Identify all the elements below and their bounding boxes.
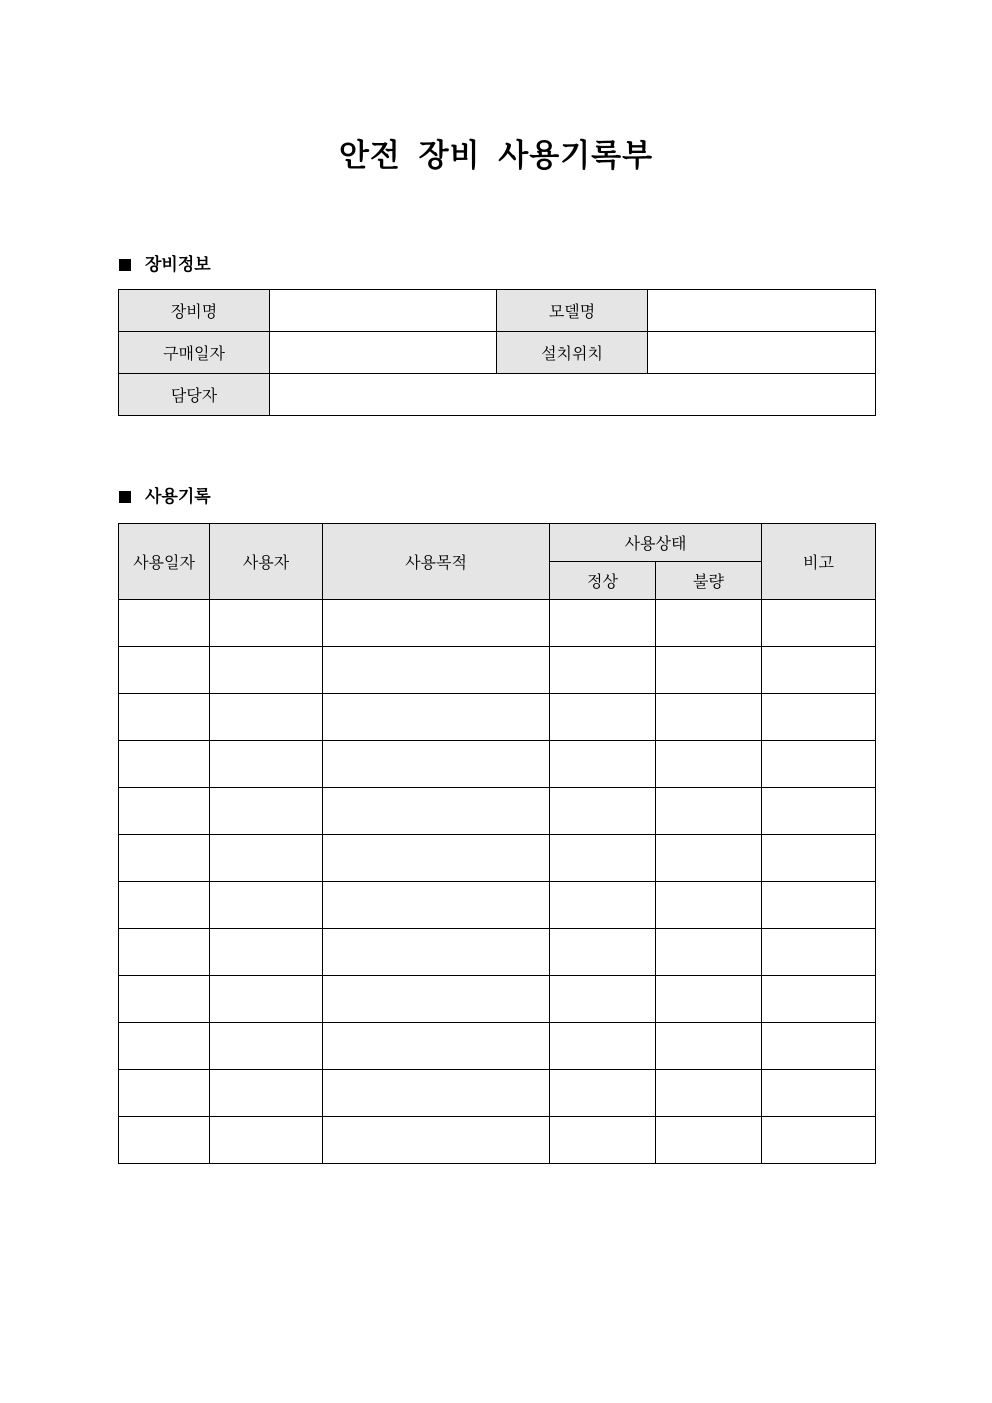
purpose-cell[interactable] [323,835,550,882]
table-row [119,600,876,647]
purpose-cell[interactable] [323,788,550,835]
remarks-cell[interactable] [762,741,876,788]
user-cell[interactable] [210,788,323,835]
usage-record-table [118,523,876,1164]
usage-date-cell[interactable] [119,1070,210,1117]
status-defective-cell[interactable] [656,1023,762,1070]
user-cell[interactable] [210,976,323,1023]
user-cell[interactable] [210,694,323,741]
table-row [119,788,876,835]
user-cell[interactable] [210,1070,323,1117]
table-row [119,835,876,882]
remarks-cell[interactable] [762,976,876,1023]
equipment-info-row [119,374,876,416]
usage-date-cell[interactable] [119,647,210,694]
status-defective-cell[interactable] [656,788,762,835]
table-row [119,1023,876,1070]
purpose-cell[interactable] [323,882,550,929]
remarks-cell[interactable] [762,929,876,976]
purpose-cell[interactable] [323,694,550,741]
remarks-cell[interactable] [762,1023,876,1070]
table-header-row [119,524,876,562]
status-defective-cell[interactable] [656,929,762,976]
equipment-info-row [119,290,876,332]
purpose-cell[interactable] [323,600,550,647]
remarks-cell[interactable] [762,647,876,694]
usage-section-title: 사용기록 [145,487,211,507]
user-cell[interactable] [210,741,323,788]
usage-date-cell[interactable] [119,929,210,976]
column-header-status-normal: 정상 [550,562,656,600]
status-defective-cell[interactable] [656,1117,762,1164]
status-defective-cell[interactable] [656,835,762,882]
column-header-purpose: 사용목적 [323,524,550,600]
purpose-cell[interactable] [323,976,550,1023]
status-normal-cell[interactable] [550,976,656,1023]
install-location-field[interactable] [648,332,876,374]
page-title: 안전 장비 사용기록부 [338,138,654,174]
install-location-label: 설치위치 [497,332,648,374]
remarks-cell[interactable] [762,882,876,929]
remarks-cell[interactable] [762,788,876,835]
table-row [119,1117,876,1164]
status-defective-cell[interactable] [656,1070,762,1117]
purchase-date-label: 구매일자 [119,332,270,374]
usage-date-cell[interactable] [119,835,210,882]
column-header-date: 사용일자 [119,524,210,600]
table-row [119,929,876,976]
equipment-name-label: 장비명 [119,290,270,332]
status-normal-cell[interactable] [550,788,656,835]
user-cell[interactable] [210,882,323,929]
usage-section-heading [119,485,211,509]
purpose-cell[interactable] [323,1070,550,1117]
column-header-user: 사용자 [210,524,323,600]
status-normal-cell[interactable] [550,1117,656,1164]
manager-label: 담당자 [119,374,270,416]
status-defective-cell[interactable] [656,882,762,929]
usage-date-cell[interactable] [119,741,210,788]
usage-date-cell[interactable] [119,1117,210,1164]
status-normal-cell[interactable] [550,882,656,929]
equipment-info-row [119,332,876,374]
table-row [119,741,876,788]
usage-date-cell[interactable] [119,1023,210,1070]
usage-date-cell[interactable] [119,976,210,1023]
column-header-status: 사용상태 [550,524,762,562]
model-name-field[interactable] [648,290,876,332]
user-cell[interactable] [210,929,323,976]
status-defective-cell[interactable] [656,694,762,741]
status-defective-cell[interactable] [656,976,762,1023]
table-row [119,647,876,694]
status-defective-cell[interactable] [656,741,762,788]
remarks-cell[interactable] [762,694,876,741]
remarks-cell[interactable] [762,600,876,647]
purpose-cell[interactable] [323,741,550,788]
usage-date-cell[interactable] [119,882,210,929]
status-normal-cell[interactable] [550,694,656,741]
model-name-label: 모델명 [497,290,648,332]
manager-field[interactable] [270,374,876,416]
status-normal-cell[interactable] [550,647,656,694]
status-normal-cell[interactable] [550,1070,656,1117]
user-cell[interactable] [210,647,323,694]
purchase-date-field[interactable] [270,332,497,374]
usage-date-cell[interactable] [119,788,210,835]
column-header-status-defective: 불량 [656,562,762,600]
purpose-cell[interactable] [323,1117,550,1164]
table-row [119,1070,876,1117]
equipment-section-title: 장비정보 [145,255,211,275]
square-bullet-icon [119,491,131,503]
column-header-remarks: 비고 [762,524,876,600]
remarks-cell[interactable] [762,835,876,882]
purpose-cell[interactable] [323,1023,550,1070]
purpose-cell[interactable] [323,929,550,976]
table-row [119,694,876,741]
usage-date-cell[interactable] [119,600,210,647]
table-row [119,882,876,929]
equipment-info-table [118,289,876,416]
status-normal-cell[interactable] [550,1023,656,1070]
remarks-cell[interactable] [762,1117,876,1164]
usage-date-cell[interactable] [119,694,210,741]
user-cell[interactable] [210,600,323,647]
user-cell[interactable] [210,1023,323,1070]
purpose-cell[interactable] [323,647,550,694]
status-defective-cell[interactable] [656,647,762,694]
status-normal-cell[interactable] [550,929,656,976]
user-cell[interactable] [210,1117,323,1164]
user-cell[interactable] [210,835,323,882]
remarks-cell[interactable] [762,1070,876,1117]
square-bullet-icon [119,259,131,271]
status-normal-cell[interactable] [550,741,656,788]
equipment-section-heading [119,253,211,277]
status-normal-cell[interactable] [550,600,656,647]
table-row [119,976,876,1023]
status-defective-cell[interactable] [656,600,762,647]
equipment-name-field[interactable] [270,290,497,332]
status-normal-cell[interactable] [550,835,656,882]
